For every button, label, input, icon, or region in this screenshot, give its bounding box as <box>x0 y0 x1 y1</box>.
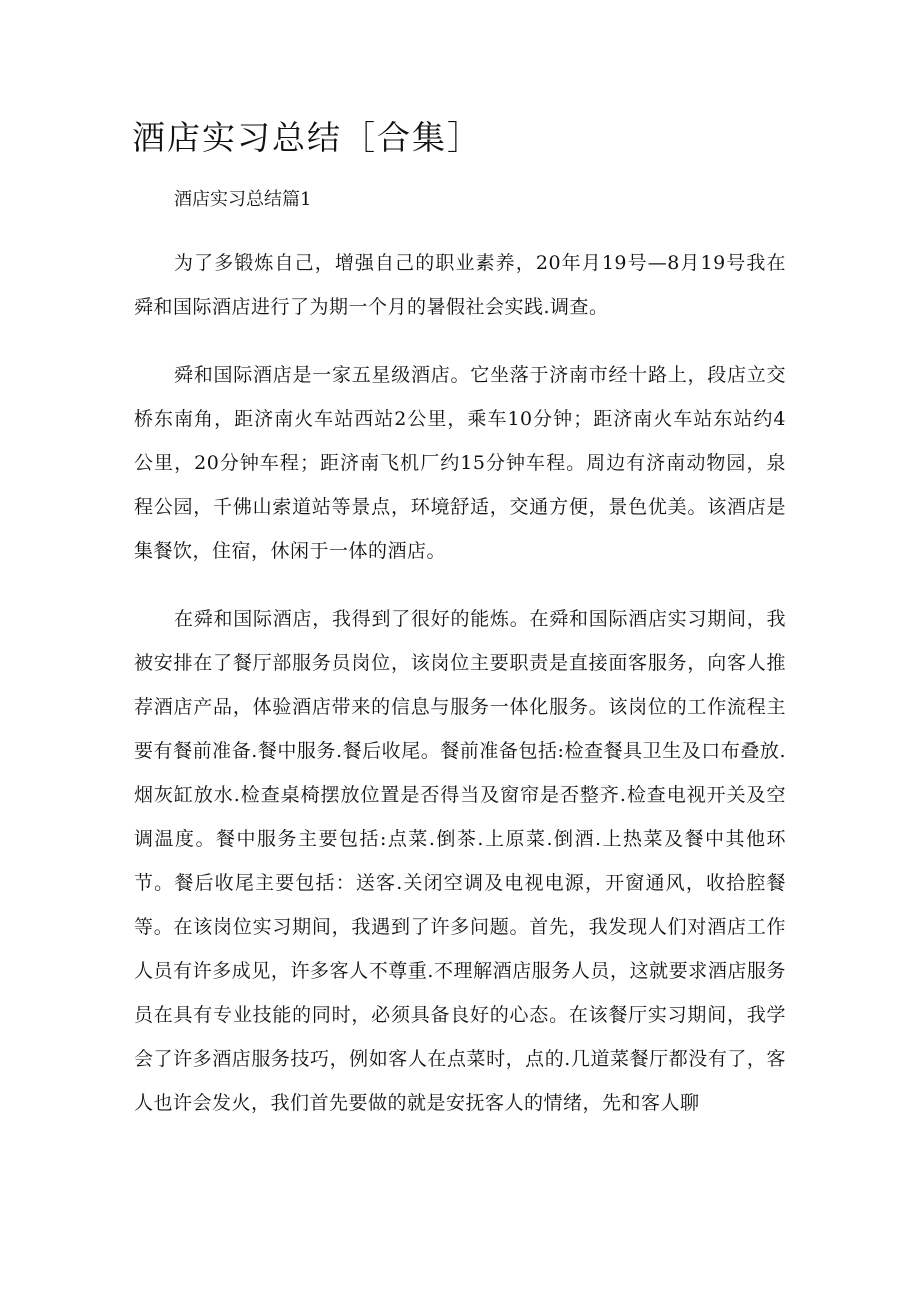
document-title: 酒店实习总结［合集］ <box>132 118 482 157</box>
document-body <box>134 241 786 1149</box>
paragraph-intro: 为了多锻炼自己，增强自己的职业素养，20年月19号—8月19号我在舜和国际酒店进行了为期一个月的暑假社会实践.调查。 <box>134 252 786 318</box>
section-title: 酒店实习总结篇1 <box>174 189 312 210</box>
paragraph-internship-duties: 在舜和国际酒店，我得到了很好的能炼。在舜和国际酒店实习期间，我被安排在了餐厅部服务员岗位，该岗位主要职责是直接面客服务，向客人推荐酒店产品，体验酒店带来的信息与服务一体化服务。该岗位的工作流程主要有餐前准备.餐中服务.餐后收尾。餐前准备包括:检查餐具卫生及口布叠放.烟灰缸放水.检查桌椅摆放位置是否得当及窗帘是否整齐.检查电视开关及空调温度。餐中服务主要包括:点菜.倒茶.上原菜.倒酒.上热菜及餐中其他环节。餐后收尾主要包括：送客.关闭空调及电视电源，开窗通风，收拾腔餐等。在该岗位实习期间，我遇到了许多问题。首先，我发现人们对酒店工作人员有许多成见，许多客人不尊重.不理解酒店服务人员，这就要求酒店服务员在具有专业技能的同时，必须具备良好的心态。在该餐厅实习期间，我学会了许多酒店服务技巧，例如客人在点菜时，点的.几道菜餐厅都没有了，客人也许会发火，我们首先要做的就是安抚客人的情绪，先和客人聊 <box>134 608 786 1114</box>
paragraph-hotel-location: 舜和国际酒店是一家五星级酒店。它坐落于济南市经十路上，段店立交桥东南角，距济南火车站西站2公里，乘车10分钟；距济南火车站东站约4公里，20分钟车程；距济南飞机厂约15分钟车程。周边有济南动物园，泉程公园，千佛山索道站等景点，环境舒适，交通方便，景色优美。该酒店是集餐饮，住宿，休闲于一体的酒店。 <box>134 364 786 562</box>
